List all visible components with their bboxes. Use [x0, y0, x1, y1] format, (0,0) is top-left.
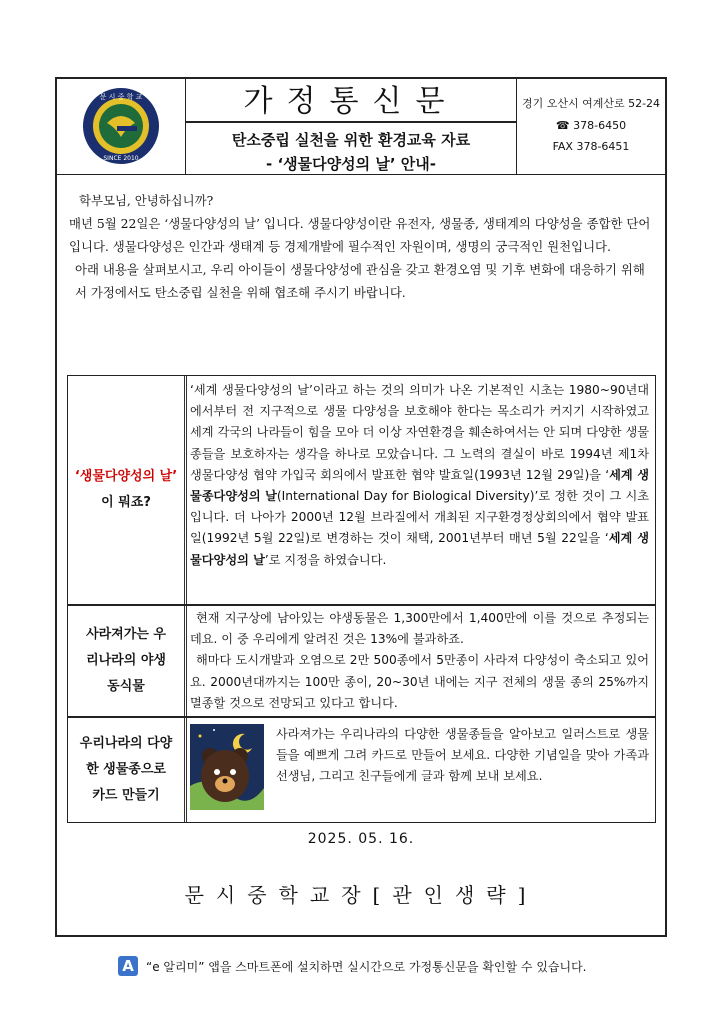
greeting: 학부모님, 안녕하십니까?	[79, 193, 214, 208]
title-divider	[186, 121, 516, 123]
school-address: 경기 오산시 여계산로 52-24	[521, 97, 661, 110]
subtitle-line1: 탄소중립 실천을 위한 환경교육 자료	[231, 131, 471, 149]
e-alimi-app-icon: A	[118, 956, 138, 976]
intro-paragraph-2: 아래 내용을 살펴보시고, 우리 아이들이 생물다양성에 관심을 갖고 환경오염 및 기후 변화에 대응하기 위해서 가정에서도 탄소중립 실천을 위해 협조해 주시기 바랍니다.	[75, 262, 645, 300]
school-fax: FAX 378-6451	[552, 140, 630, 153]
notice-frame	[55, 77, 667, 937]
section-2-text-1: 현재 지구상에 남아있는 야생동물은 1,300만에서 1,400만에 이를 것으로 추정되는데요. 이 중 우리에게 알려진 것은 13%에 불과하죠.	[190, 611, 649, 647]
section-1-label-rest: 이 뭐죠?	[101, 495, 151, 510]
principal-signature: 문시중학교장[관인생략]	[184, 883, 538, 907]
section-3-label-text: 우리나라의 다양한 생물종으로 카드 만들기	[79, 736, 173, 803]
section-1-body	[190, 380, 649, 571]
bear-card-illustration	[190, 724, 264, 810]
footer-notice	[118, 956, 587, 976]
section-1-text-a: ‘세계 생물다양성의 날’이라고 하는 것의 의미가 나온 기본적인 시초는 1980~90년대에서부터 전 지구적으로 생물 다양성을 보호해야 한다는 목소리가 커지기 시작하였고 세계 각국의 나라들이 힘을 모아 더 이상 자연환경을 훼손하여서는 안 되며 다양한 생물종들을 보호하자는 생각을 하나로 모았습니다. 그 노력의 결실이 바로 1994년 제1차 생물다양성 협약 가입국 회의에서 발표한 협약 발효일(1993년 12월 29일)을 ‘	[190, 383, 649, 482]
logo-cell	[57, 79, 186, 174]
section-1-text-e: ’로 지정을 하였습니다.	[264, 552, 387, 567]
section-row-2	[67, 605, 656, 717]
section-row-3	[67, 717, 656, 823]
page-title: 가정통신문	[243, 84, 459, 119]
section-1-text-d: 세계 생물다양성의 날	[190, 531, 650, 567]
school-phone: ☎ 378-6450	[555, 119, 627, 132]
section-1-label-highlight: ‘생물다양성의 날’	[74, 469, 178, 484]
subtitle-line2: - ‘생물다양성의 날’ 안내-	[266, 155, 436, 173]
logo-text-top: 문 시 중 학 교	[99, 93, 143, 101]
school-logo	[57, 79, 185, 174]
section-1-text-b: 세계 생물종다양성의 날	[190, 467, 650, 504]
header	[57, 79, 665, 175]
section-1-label	[68, 376, 187, 604]
section-2-body	[190, 608, 649, 714]
footer-text: “e 알리미” 앱을 스마트폰에 설치하면 실시간으로 가정통신문을 확인할 수 있습니다.	[146, 959, 587, 974]
section-1-text-c: (International Day for Biological Diversity)’로 정한 것이 그 시초입니다. 더 나아가 2000년 12월 브라질에서 개최된 지구환경정상회의에서 협약 발표일(1992년 5월 22일)로 변경하는 것이 채택, 2001년부터 매년 5월 22일을 ‘	[190, 489, 649, 546]
intro	[69, 189, 654, 304]
section-row-1	[67, 375, 656, 605]
section-2-text-2: 해마다 도시개발과 오염으로 2만 500종에서 5만종이 사라져 다양성이 축소되고 있어요. 2000년대까지는 100만 종이, 20~30년 내에는 지구 전체의 생물 종의 25%까지 멸종할 것으로 전망되고 있다고 합니다.	[190, 653, 649, 710]
section-3-label	[68, 718, 187, 822]
section-3-text: 사라져가는 우리나라의 다양한 생물종들을 알아보고 일러스트로 생물들을 예쁘게 그려 카드로 만들어 보세요. 다양한 기념일을 맞아 가족과 선생님, 그리고 친구들에게 글과 함께 보내 보세요.	[276, 727, 649, 784]
title-cell	[186, 79, 517, 174]
logo-text-bottom: SINCE 2010	[103, 155, 139, 162]
section-3-body	[190, 724, 649, 814]
contact-cell	[517, 79, 665, 174]
section-2-label-text: 사라져가는 우리나라의 야생 동식물	[86, 627, 166, 694]
issue-date: 2025. 05. 16.	[307, 831, 415, 847]
section-2-label	[68, 606, 187, 716]
intro-paragraph-1: 매년 5월 22일은 ‘생물다양성의 날’ 입니다. 생물다양성이란 유전자, 생물종, 생태계의 다양성을 종합한 단어입니다. 생물다양성은 인간과 생태계 등 경제개발에 필수적인 자원이며, 생명의 궁극적인 원천입니다.	[69, 216, 651, 254]
